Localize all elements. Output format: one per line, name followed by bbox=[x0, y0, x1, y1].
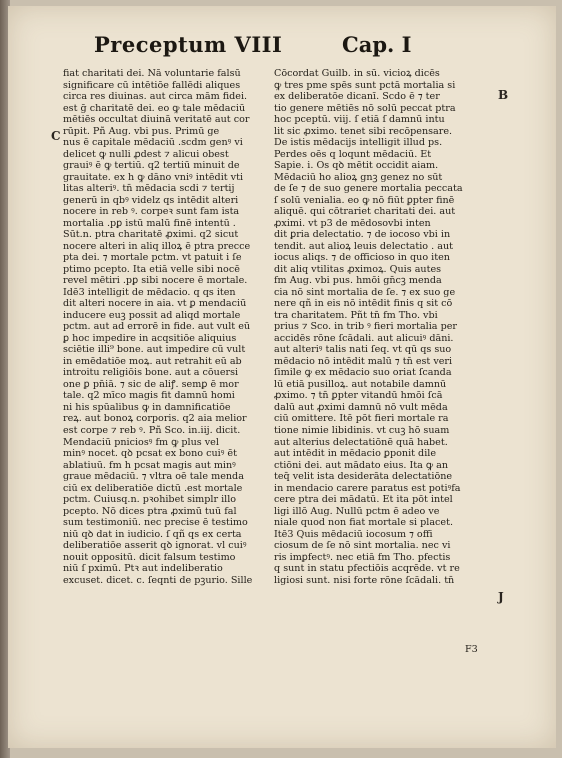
text-line: deliberatiōe asserit qꝺ ignorat. vl cuiꝰ bbox=[63, 540, 247, 552]
text-line: litas alteriꝰ. tn̄ mēdacia scdi ⁊ tertij bbox=[63, 183, 235, 195]
text-line: delicet ꝙ nulli ꝓdest ⁊ alicui obest bbox=[63, 148, 229, 160]
text-line: niū qꝺ dat in iudicio. ſ qñ qs ex certa bbox=[63, 528, 242, 540]
text-line: tale. q2 mīco magis fit damnū homi bbox=[63, 390, 235, 402]
text-line: aliquē. qui cōtrariet charitati dei. aut bbox=[274, 206, 456, 218]
text-line: pctm. aut ad errorē in fide. aut vult eū bbox=[63, 321, 251, 333]
text-line: de ſe ⁊ de suo genere mortalia peccata bbox=[274, 183, 463, 195]
text-line: Mendaciū pniciosꝰ fm ꝙ plus vel bbox=[63, 436, 219, 448]
text-line: dit alteri nocere in aia. vt ꝑ mendaciū bbox=[63, 298, 247, 310]
text-line: fm Aug. vbi pus. hmōi gn̄cꝫ menda bbox=[274, 275, 442, 287]
text-line: revel mētiri .pꝑ sibi nocere ē mortale. bbox=[63, 275, 248, 287]
text-line: excuset. dicet. c. ſeqnti de pꝫurio. Sille bbox=[63, 574, 253, 586]
page-sheet bbox=[8, 6, 556, 748]
text-line: ſimile ꝙ ex mēdacio suo oriat ſcanda bbox=[274, 367, 452, 379]
text-line: Itē3 Quis mēdaciū iocosum ⁊ offi bbox=[274, 528, 433, 540]
text-line: tendit. aut alioꝝ leuis delectatio . aut bbox=[274, 240, 453, 252]
text-line: nocere alteri in aliq illoꝝ ē ptra precce bbox=[63, 240, 251, 252]
text-line: aut intēdit in mēdacio ꝑponit dile bbox=[274, 448, 437, 460]
text-line: dalū aut ꝓximi damnū nō vult mēda bbox=[274, 401, 448, 413]
text-line: dit ꝑria delectatio. ⁊ de iocoso vbi in bbox=[274, 229, 451, 241]
text-line: iocus aliqs. ⁊ de officioso in quo iten bbox=[274, 252, 450, 264]
text-line: dit aliq vtilitas ꝓximoꝝ. Quis autes bbox=[274, 263, 442, 275]
text-line: ꝙ tres pme spēs sunt pctā mortalia si bbox=[274, 79, 456, 91]
text-line: ligi illō Aug. Nullū pctm ē adeo ve bbox=[274, 505, 440, 517]
left-text-column bbox=[63, 68, 275, 586]
text-line: niale quod non fiat mortale si placet. bbox=[274, 517, 454, 529]
text-line: ptimo pcepto. Ita etiā velle sibi nocē bbox=[63, 263, 240, 275]
text-line: pta dei. ⁊ mortale pctm. vt patuit i ſe bbox=[63, 252, 242, 264]
text-line: pcepto. Nō dices ptra ꝓximū tuū fal bbox=[63, 505, 237, 517]
text-line: mēdacio nō intēdit malū ⁊ tn̄ est veri bbox=[274, 355, 453, 367]
text-line: graue mēdaciū. ⁊ vltra oē tale menda bbox=[63, 471, 244, 483]
text-line: ꝓximo. ⁊ tn̄ ꝑpter vitandū hmōi ſcā bbox=[274, 390, 443, 402]
text-line: accidēs rōne ſcādali. aut alicuiꝰ dāni. bbox=[274, 332, 454, 344]
margin-note-left: C bbox=[51, 129, 61, 143]
text-line: ꝓximi. vt p3 de mēdosovbi inten bbox=[274, 217, 431, 229]
signature-mark: F3 bbox=[465, 644, 478, 655]
text-line: circa res diuinas. aut circa mām fidei. bbox=[63, 91, 248, 103]
text-line: Cōcordat Guilb. in sū. vicioꝝ dicēs bbox=[274, 68, 440, 79]
margin-note-right-bottom: J bbox=[498, 590, 504, 604]
text-line: inducere euꝫ possit ad aliqd mortale bbox=[63, 309, 241, 321]
margin-note-right-top: B bbox=[498, 88, 509, 102]
right-text-column bbox=[274, 68, 490, 586]
text-line: grauiꝰ ē ꝙ tertiū. q2 tertiū minuit de bbox=[63, 160, 240, 172]
text-line: pctm. Cuiusq.n. pꝛohibet simplr illo bbox=[63, 494, 237, 506]
text-line: nocere in reb ꝰ. corpeꝛ sunt fam ista bbox=[63, 206, 240, 218]
text-line: ciū ex deliberatiōe dictū .est mortale bbox=[63, 482, 243, 494]
text-line: lit sic ꝓximo. tenet sibi recōpensare. bbox=[274, 125, 453, 137]
page-header bbox=[8, 32, 556, 60]
text-line: grauitate. ex h ꝙ dāno vniꝰ intēdit vti bbox=[63, 171, 244, 183]
text-line: cere ptra dei mādatū. Et ita pōt intel bbox=[274, 494, 453, 506]
text-line: Mēdaciū ho alioꝝ gnꝫ genez no sūt bbox=[274, 171, 443, 183]
text-line: fiat charitati dei. Nā voluntarie falsū bbox=[63, 68, 241, 79]
text-line: prius ⁊ Sco. in trib ꝰ fieri mortalia per bbox=[274, 321, 457, 333]
text-line: ex deliberatōe dicanī. Scdo ē ⁊ ter bbox=[274, 91, 440, 103]
text-line: rūpit. Pñ Aug. vbi pus. Primū ge bbox=[63, 125, 220, 137]
text-line: tione nimie libidinis. vt cuꝫ hō suam bbox=[274, 424, 450, 436]
text-line: cia nō sint mortalia de ſe. ⁊ ex suo ge bbox=[274, 286, 456, 298]
text-line: sciētie illi⁹ bone. aut impedire cū vult bbox=[63, 344, 246, 356]
text-line: in emēdatiōe moꝝ. aut retrahit eū ab bbox=[63, 355, 242, 367]
text-line: generū in qbꝰ videlz qs intēdit alteri bbox=[63, 194, 239, 206]
text-line: ctiōni dei. aut mādato eius. Ita ꝙ an bbox=[274, 459, 449, 471]
text-line: q sunt in statu pfectiōis acqrēde. vt re bbox=[274, 563, 460, 575]
text-line: De istis mēdacijs intelligit illud ps. bbox=[274, 137, 443, 149]
text-line: ꝑ hoc impedire in acqsitiōe aliquius bbox=[63, 332, 237, 344]
text-line: mētiēs occultat diuinā veritatē aut cor bbox=[63, 114, 250, 126]
text-line: aut alteriꝰ talis nati ſeq. vt qū qs suo bbox=[274, 344, 452, 356]
text-line: in mendacio carere paratus est potiꝰfa bbox=[274, 482, 461, 494]
text-line: sum testimoniū. nec precise ē testimo bbox=[63, 517, 248, 529]
text-line: ris imꝑfectꝰ. nec etiā fm Tho. pfectis bbox=[274, 551, 451, 563]
text-line: tio genere mētiēs nō solū peccat ptra bbox=[274, 102, 456, 114]
text-line: tra charitatem. Pñt tn̄ fm Tho. vbi bbox=[274, 309, 438, 321]
text-line: Idē3 intelligit de mēdacio. q qs iten bbox=[63, 286, 236, 298]
text-line: nus ē capitale mēdaciū .scdm genꝰ vi bbox=[63, 137, 243, 149]
running-head: Preceptum VIII bbox=[94, 32, 283, 57]
text-line: ni his spūalibus ꝙ in damnificatiōe bbox=[63, 401, 231, 413]
text-line: hoc pceptū. viij. ſ etiā ſ damnū intu bbox=[274, 114, 445, 126]
text-line: niū ſ pximū. Ptꝛ aut indeliberatio bbox=[63, 563, 223, 575]
text-line: reꝝ. aut bonoꝝ corporis. q2 aia melior bbox=[63, 413, 247, 425]
text-line: teq̄ velit ista desiderāta delectatiōne bbox=[274, 471, 453, 483]
text-line: lū etiā pusilloꝝ. aut notabile damnū bbox=[274, 378, 447, 390]
text-line: ligiosi sunt. nisi forte rōne ſcādali. tn̄ bbox=[274, 574, 455, 586]
text-line: significare cū intētiōe fallēdi aliques bbox=[63, 79, 241, 91]
text-line: ciosum de ſe nō sint mortalia. nec vi bbox=[274, 540, 451, 552]
text-line: aut alterius delectatiōnē quā habet. bbox=[274, 436, 448, 448]
text-line: introitu religiōis bone. aut a cōuersi bbox=[63, 367, 239, 379]
text-line: mortalia .pꝑ istū malū finē intentū . bbox=[63, 217, 236, 229]
text-line: ciū omittere. Itē pōt fieri mortale ra bbox=[274, 413, 449, 425]
text-line: one ꝑ pn̄iā. ⁊ sic de aliꝭ. semꝑ ē mor bbox=[63, 378, 239, 390]
text-line: Sūt.n. ptra charitatē ꝓximi. q2 sicut bbox=[63, 229, 239, 241]
text-line: nouit oppositū. dicit falsum testimo bbox=[63, 551, 236, 563]
text-line: ablatiuū. fm h pcsat magis aut minꝰ bbox=[63, 459, 236, 471]
text-line: Perdes oēs q loqunt mēdaciū. Et bbox=[274, 148, 432, 160]
text-line: minꝰ nocet. qꝺ pcsat ex bono cuiꝰ ēt bbox=[63, 448, 237, 460]
text-line: est corpe ⁊ reb ꝰ. Pñ Sco. in.iij. dicit. bbox=[63, 424, 241, 436]
text-line: Sapie. i. Os qꝺ mētit occidit aiam. bbox=[274, 160, 439, 172]
chapter-heading: Cap. I bbox=[342, 32, 412, 57]
text-line: est ḡ charitatē dei. eo ꝙ tale mēdaciū bbox=[63, 102, 246, 114]
text-line: nere qñ in eis nō intēdit finis q sit cō bbox=[274, 298, 453, 310]
text-line: ſ solū venialia. eo ꝙ nō fiūt ꝑpter finē bbox=[274, 194, 455, 206]
